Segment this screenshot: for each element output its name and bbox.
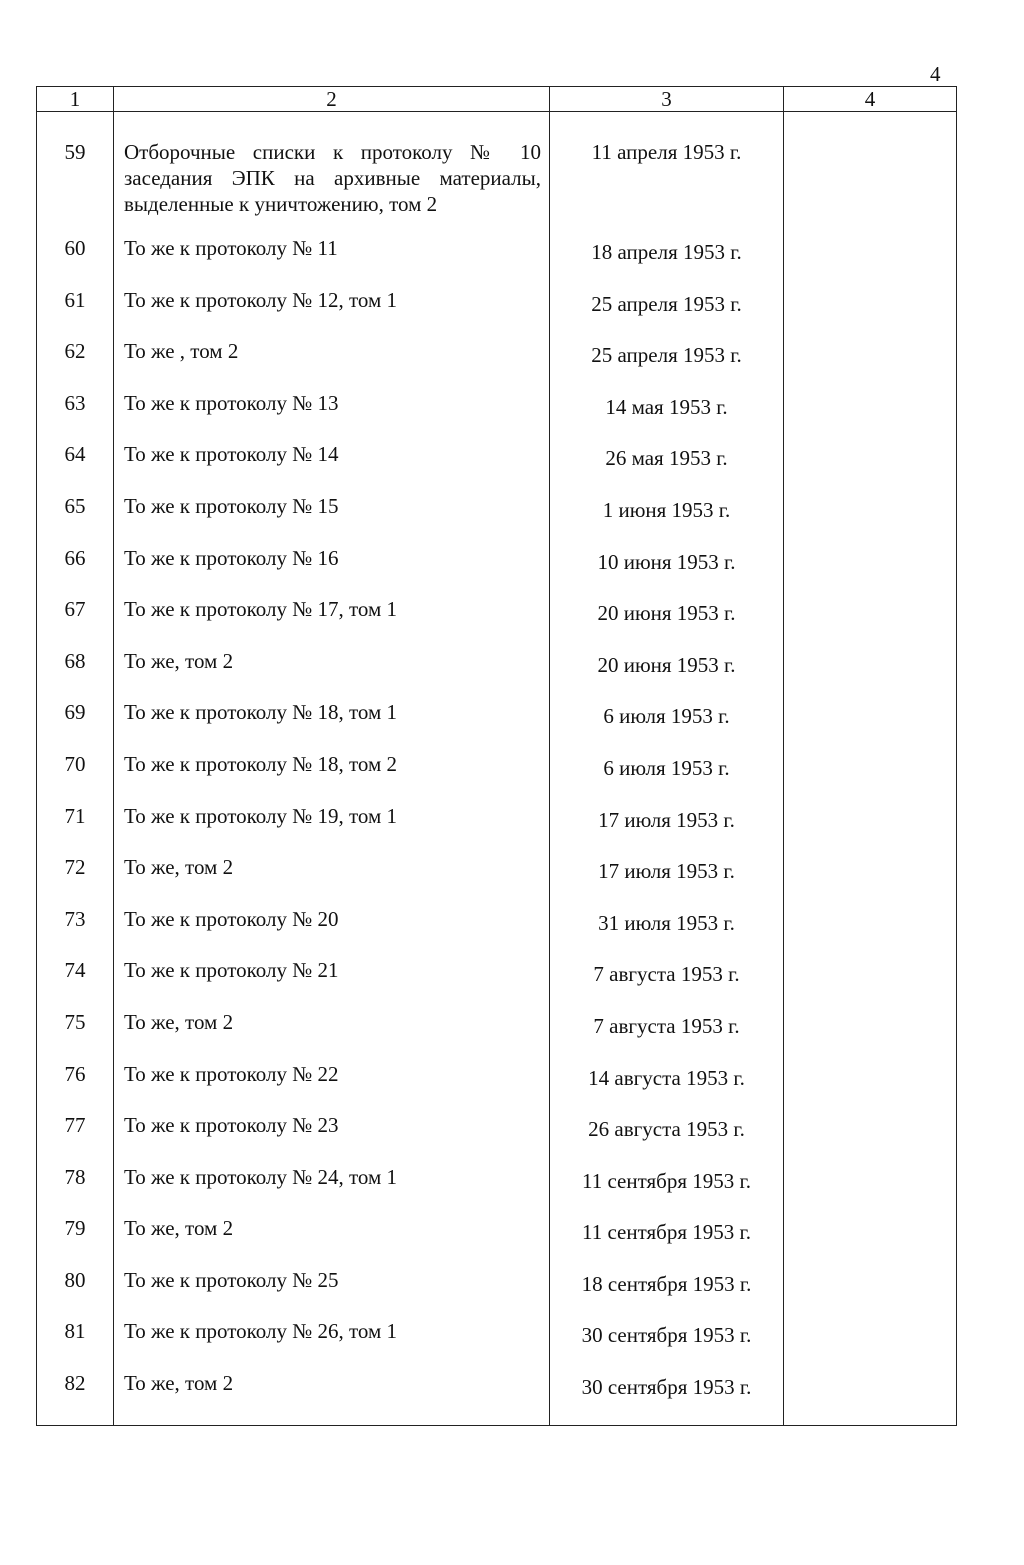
filler-cell: [784, 1423, 957, 1426]
row-note: [784, 339, 957, 391]
row-number: 81: [37, 1319, 114, 1371]
table-header: [37, 87, 957, 112]
row-note: [784, 855, 957, 907]
row-title: То же, том 2: [114, 855, 550, 907]
header-col-1: 1: [37, 87, 114, 112]
row-title: То же, том 2: [114, 649, 550, 701]
row-date: 20 июня 1953 г.: [550, 597, 784, 649]
row-date: 11 сентября 1953 г.: [550, 1165, 784, 1217]
row-date: 7 августа 1953 г.: [550, 958, 784, 1010]
row-title: То же к протоколу № 18, том 2: [114, 752, 550, 804]
table-row: [37, 700, 957, 752]
row-number: 71: [37, 804, 114, 856]
table-row: [37, 597, 957, 649]
table-row: [37, 649, 957, 701]
row-number: 62: [37, 339, 114, 391]
row-number: 80: [37, 1268, 114, 1320]
inventory-table: [36, 86, 957, 1426]
row-date: 18 апреля 1953 г.: [550, 236, 784, 288]
row-number: 67: [37, 597, 114, 649]
table-row: [37, 1062, 957, 1114]
row-date: 1 июня 1953 г.: [550, 494, 784, 546]
row-date: 17 июля 1953 г.: [550, 855, 784, 907]
row-date: 11 апреля 1953 г.: [550, 112, 784, 237]
row-number: 60: [37, 236, 114, 288]
row-date: 26 мая 1953 г.: [550, 442, 784, 494]
row-number: 59: [37, 112, 114, 237]
filler-cell: [114, 1423, 550, 1426]
table-row: [37, 1268, 957, 1320]
row-title: То же к протоколу № 22: [114, 1062, 550, 1114]
row-title: То же к протоколу № 14: [114, 442, 550, 494]
row-date: 6 июля 1953 г.: [550, 752, 784, 804]
row-note: [784, 112, 957, 237]
row-title: То же к протоколу № 19, том 1: [114, 804, 550, 856]
row-note: [784, 391, 957, 443]
row-number: 63: [37, 391, 114, 443]
row-title: Отборочные списки к протоколу № 10 заседания ЭПК на архивные материалы, выделенные к уничтожению, том 2: [114, 112, 550, 237]
row-note: [784, 1165, 957, 1217]
header-col-3: 3: [550, 87, 784, 112]
row-date: 26 августа 1953 г.: [550, 1113, 784, 1165]
row-number: 70: [37, 752, 114, 804]
row-date: 25 апреля 1953 г.: [550, 288, 784, 340]
row-title: То же к протоколу № 23: [114, 1113, 550, 1165]
row-title: То же к протоколу № 24, том 1: [114, 1165, 550, 1217]
row-note: [784, 700, 957, 752]
table-row: [37, 1010, 957, 1062]
table-row: [37, 236, 957, 288]
row-note: [784, 288, 957, 340]
table-row: [37, 752, 957, 804]
row-date: 25 апреля 1953 г.: [550, 339, 784, 391]
table-row: [37, 1165, 957, 1217]
row-number: 73: [37, 907, 114, 959]
row-date: 30 сентября 1953 г.: [550, 1319, 784, 1371]
row-date: 14 августа 1953 г.: [550, 1062, 784, 1114]
row-number: 74: [37, 958, 114, 1010]
row-title: То же, том 2: [114, 1371, 550, 1423]
header-col-2: 2: [114, 87, 550, 112]
row-date: 20 июня 1953 г.: [550, 649, 784, 701]
row-title: То же к протоколу № 20: [114, 907, 550, 959]
row-note: [784, 907, 957, 959]
row-date: 31 июля 1953 г.: [550, 907, 784, 959]
row-title: То же, том 2: [114, 1216, 550, 1268]
row-note: [784, 546, 957, 598]
row-note: [784, 752, 957, 804]
row-number: 64: [37, 442, 114, 494]
table-row: [37, 288, 957, 340]
row-date: 11 сентября 1953 г.: [550, 1216, 784, 1268]
row-note: [784, 442, 957, 494]
table-row: [37, 391, 957, 443]
row-title: То же к протоколу № 16: [114, 546, 550, 598]
row-note: [784, 494, 957, 546]
row-number: 77: [37, 1113, 114, 1165]
row-title: То же к протоколу № 21: [114, 958, 550, 1010]
row-note: [784, 1216, 957, 1268]
row-title: То же к протоколу № 15: [114, 494, 550, 546]
row-title: То же, том 2: [114, 1010, 550, 1062]
table-row: [37, 958, 957, 1010]
row-note: [784, 1010, 957, 1062]
row-number: 79: [37, 1216, 114, 1268]
table-row: [37, 339, 957, 391]
row-number: 65: [37, 494, 114, 546]
row-note: [784, 1062, 957, 1114]
row-date: 18 сентября 1953 г.: [550, 1268, 784, 1320]
table-row: [37, 855, 957, 907]
table-row: [37, 1371, 957, 1423]
row-note: [784, 958, 957, 1010]
row-number: 66: [37, 546, 114, 598]
table-row: [37, 112, 957, 237]
row-title: То же к протоколу № 12, том 1: [114, 288, 550, 340]
row-title: То же к протоколу № 13: [114, 391, 550, 443]
row-date: 30 сентября 1953 г.: [550, 1371, 784, 1423]
row-note: [784, 1268, 957, 1320]
row-title: То же к протоколу № 17, том 1: [114, 597, 550, 649]
row-note: [784, 1371, 957, 1423]
row-number: 82: [37, 1371, 114, 1423]
row-date: 14 мая 1953 г.: [550, 391, 784, 443]
row-title: То же , том 2: [114, 339, 550, 391]
row-number: 78: [37, 1165, 114, 1217]
table-filler-row: [37, 1423, 957, 1426]
table-row: [37, 1113, 957, 1165]
row-note: [784, 1319, 957, 1371]
row-note: [784, 804, 957, 856]
row-date: 17 июля 1953 г.: [550, 804, 784, 856]
table-row: [37, 907, 957, 959]
row-date: 10 июня 1953 г.: [550, 546, 784, 598]
page-number: 4: [930, 62, 941, 86]
row-title: То же к протоколу № 11: [114, 236, 550, 288]
row-note: [784, 649, 957, 701]
row-note: [784, 1113, 957, 1165]
row-number: 76: [37, 1062, 114, 1114]
row-title: То же к протоколу № 25: [114, 1268, 550, 1320]
filler-cell: [550, 1423, 784, 1426]
row-number: 75: [37, 1010, 114, 1062]
table-body: [37, 112, 957, 1426]
table-row: [37, 1216, 957, 1268]
header-col-4: 4: [784, 87, 957, 112]
filler-cell: [37, 1423, 114, 1426]
table-row: [37, 442, 957, 494]
row-number: 68: [37, 649, 114, 701]
row-number: 69: [37, 700, 114, 752]
row-date: 6 июля 1953 г.: [550, 700, 784, 752]
table-row: [37, 1319, 957, 1371]
row-number: 61: [37, 288, 114, 340]
row-note: [784, 236, 957, 288]
row-date: 7 августа 1953 г.: [550, 1010, 784, 1062]
row-number: 72: [37, 855, 114, 907]
row-title: То же к протоколу № 26, том 1: [114, 1319, 550, 1371]
table-row: [37, 546, 957, 598]
row-title: То же к протоколу № 18, том 1: [114, 700, 550, 752]
table-row: [37, 804, 957, 856]
row-note: [784, 597, 957, 649]
table-row: [37, 494, 957, 546]
